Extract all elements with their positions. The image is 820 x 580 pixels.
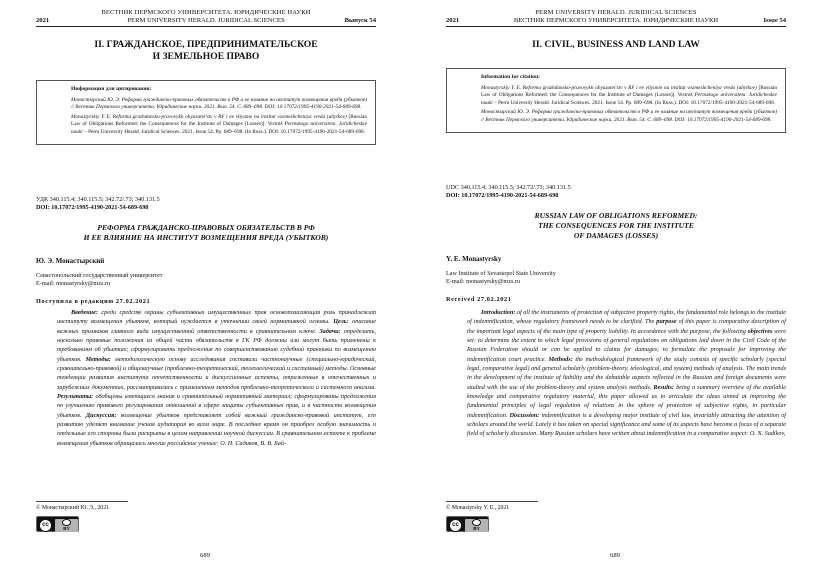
udc-code: UDC 340.115.4; 340.115.5; 342.72/.73; 340.131.5	[446, 184, 571, 191]
affiliation: Севастопольский государственный университет	[36, 272, 163, 279]
affiliation: Law Institute of Sevastopol State University	[446, 270, 556, 277]
page-right-english	[410, 0, 820, 580]
section-heading: II. CIVIL, BUSINESS AND LAND LAW	[532, 39, 700, 50]
abstract-keyword: Результаты:	[57, 393, 94, 401]
author-email[interactable]: E-mail: monastyrsky@mzs.ru	[446, 278, 521, 286]
page-number: 689	[200, 552, 210, 559]
header-rule	[446, 26, 786, 27]
citation-ru: Монастырский Ю. Э. Реформа гражданско-правовых обязательств в РФ и ее влияние на институт возмещения вреда (убытков) // Вестник Пермского университета. Юридические науки. 2021. Вып. 54. C. 689–698. DOI: 10.17072/1995-4190-2021-54-689-698.	[71, 96, 367, 111]
abstract-text: описание важных признаков главного вида имущественной ответственности в сравнительном ключе.	[57, 318, 377, 335]
running-header-year: 2021	[446, 17, 460, 24]
abstract-keyword: Methods:	[548, 355, 573, 363]
affiliation-block	[446, 270, 556, 286]
citation-ru: Монастырский Ю. Э. Реформа гражданско-правовых обязательств в РФ и ее влияние на институт возмещения вреда (убытков) // Вестник Пермского университета. Юридические науки. 2021. Вып. 54. C. 689–698. DOI: 10.17072/1995-4190-2021-54-689-698.	[481, 109, 777, 123]
udk-code: УДК 340.115.4; 340.115.5; 342.72/.73; 340.131.5	[36, 196, 160, 203]
citation-box	[446, 68, 786, 133]
author-email[interactable]: E-mail: monastyrsky@mzs.ru	[36, 280, 111, 288]
citation-en: Monastyrskiy Y. E. Reforma grazhdansko-pravovykh obyazatel'stv v RF i ee vliyanie na institut vozmeshcheniya vreda (ubytkov) [Russian Law of Obligations Reformed: the Consequences for the Institute of Damages (Losses)]. Vestnik Permskogo universiteta. Juridicheskie nauki – Perm University Herald. Juridical Sciences. 2021. Issue 54. Pp. 689–698. (In Russ.). DOI: 10.17072/1995-4190-2021-54-689-698.	[71, 113, 367, 135]
abstract-keyword: Задачи:	[319, 327, 341, 335]
author-name: Ю. Э. Монастырский	[36, 257, 105, 265]
citation-en: Monastyrskiy Y. E. Reforma grazhdansko-pravovykh obyazatel'stv v RF i ee vliyanie na institut vozmeshcheniya vreda (ubytkov) [Russian Law of Obligations Reformed: the Consequences for the Institute of Damages (Losses)]. Vestnik Permskogo universiteta. Juridicheskie nauki – Perm University Herald. Juridical Sciences. 2021. Issue 54. Pp. 689–698. (In Russ.). DOI: 10.17072/1995-4190-2021-54-689-698.	[481, 84, 777, 106]
cc-icon: cc	[39, 519, 52, 532]
abstract-text: of all the instruments of protection of subjective property rights, the fundamental role belongs to the institute of indemnification, whose regulatory framework needs to be clarified. The	[467, 309, 786, 326]
person-icon	[62, 519, 71, 526]
person-icon	[472, 519, 481, 526]
abstract-text: indemnification is a developing major institute of civil law, invariably attracting the attention of scholars around the world. Lately it has taken on special significance and some of its aspects have become a focus of a separate field of scholarly discussion. Many Russian scholars have written about indemnification in a comparative aspect: O. N. Sadikov,	[467, 411, 787, 438]
abstract-keyword: Введение:	[71, 309, 98, 316]
footnote-rule	[446, 501, 538, 502]
section-heading: II. ГРАЖДАНСКОЕ, ПРЕДПРИНИМАТЕЛЬСКОЕ И ЗЕМЕЛЬНОЕ ПРАВО	[94, 39, 318, 62]
abstract-text: обобщены имеющиеся знания и сравнительный нормативный материал; сформулированы предложения по улучшению правового регулирования отношений в сфере защиты субъективных прав, и в частности возмещения убытков.	[57, 393, 376, 419]
cc-by-license-badge[interactable]	[446, 516, 489, 532]
copyright-notice: © Monastyrsky Y. E., 2021	[446, 505, 510, 511]
abstract-text: being a summary overview of the available knowledge and comparative regulatory material, this paper allowed us to articulate the ideas aimed at improving the fundamental principles of legal regulation of relations in the sphere of protection of subjective rights, in particular indemnification.	[467, 383, 786, 419]
abstract-text: среди средств охраны субъективных имущественных прав основополагающая роль принадлежит институту возмещения убытков, который нуждается в уточнении своей нормативной основы.	[57, 309, 376, 326]
abstract	[57, 308, 376, 448]
by-label: BY	[473, 526, 480, 531]
abstract-keyword: purpose	[656, 318, 677, 326]
abstract-text: of this paper is comparative description of the important legal aspects of the main type of property liability. In accordance with the purpose, the following	[467, 318, 786, 335]
abstract-text: возмещение убытков представляет собой важный гражданско-правовой институт, его развитию уделяет внимание ученая аудитория во всем мире. В последнее время он приобрел особую значимость и отдельные его стороны были раскрыты в целом направлении научной дискуссии. В сравнительном аспекте к проблеме возмещения убытков обращались многие российские ученые: О. Н. Садиков, В. В. Бай-	[57, 411, 376, 447]
abstract-keyword: Introduction:	[481, 309, 516, 316]
abstract	[467, 308, 786, 439]
footnote-rule	[36, 501, 128, 502]
article-title: RUSSIAN LAW OF OBLIGATIONS REFORMED: THE CONSEQUENCES FOR THE INSTITUTE OF DAMAGES (LOSSES)	[534, 211, 698, 240]
citation-heading: Information for citation:	[481, 74, 540, 80]
abstract-text: определить, насколько правовые положения из общей части обязательств в ГК РФ должны или могут быть применены к требованиям об убытках; сформулировать предложения по совершенствованию судебной практики по возмещению убытков.	[57, 327, 376, 363]
running-header-year: 2021	[36, 17, 50, 24]
udc-block	[446, 184, 571, 199]
running-header-journal-en: PERM UNIVERSITY HERALD. JURIDICAL SCIENCES	[127, 17, 285, 24]
page-number: 689	[610, 552, 620, 559]
abstract-keyword: Discussion:	[509, 411, 540, 419]
udk-block	[36, 196, 160, 211]
citation-heading: Информация для цитирования:	[71, 86, 152, 92]
abstract-keyword: Цель:	[333, 318, 349, 326]
author-name: Y. E. Monastyrsky	[446, 255, 502, 263]
running-header-issue: Выпуск 54	[344, 17, 376, 24]
by-label: BY	[63, 526, 70, 531]
abstract-keyword: objectives	[747, 327, 773, 335]
abstract-keyword: Results:	[653, 383, 674, 391]
received-date: Received 27.02.2021	[446, 296, 512, 303]
running-header-journal-en: PERM UNIVERSITY HERALD. JURIDICAL SCIENCES	[535, 9, 697, 16]
running-header-journal-ru: ВЕСТНИК ПЕРМСКОГО УНИВЕРСИТЕТА. ЮРИДИЧЕСКИЕ НАУКИ	[513, 17, 719, 24]
cc-by-license-badge[interactable]	[36, 516, 79, 532]
cc-icon: cc	[449, 519, 462, 532]
doi[interactable]: DOI: 10.17072/1995-4190-2021-54-689-698	[446, 191, 559, 199]
running-header-issue: Issue 54	[763, 17, 786, 24]
abstract-text: методологическую основу исследования составили частнонаучные (специально-юридический, сравнительно-правовой) и общенаучные (проблемно-теоретический, телеологический и системный) методы. Основные тенденции развития института отчетственности и дискуссионные аспекты, отраженные в отечественных и зарубежных документах, рассматривались с применением методов проблемно-теоретического и системного анализа.	[57, 355, 376, 391]
affiliation-block	[36, 272, 163, 288]
received-date: Поступила в редакцию 27.02.2021	[36, 298, 151, 305]
running-header-journal-ru: ВЕСТНИК ПЕРМСКОГО УНИВЕРСИТЕТА. ЮРИДИЧЕСКИЕ НАУКИ	[101, 9, 311, 16]
doi[interactable]: DOI: 10.17072/1995-4190-2021-54-689-698	[36, 203, 149, 211]
abstract-keyword: Дискуссия:	[85, 411, 117, 419]
copyright-notice: © Монастырский Ю. Э., 2021	[36, 505, 110, 511]
header-rule	[36, 26, 376, 27]
abstract-keyword: Методы:	[85, 355, 111, 363]
abstract-text: were set: to determine the extent to which legal provisions of general regulations on obligations laid down in the Civil Code of the Russian Federation should or can be applied to claims for damages; to formulate the proposals for improving the indemnification court practice.	[467, 327, 786, 363]
citation-box	[36, 80, 376, 145]
article-title: РЕФОРМА ГРАЖДАНСКО-ПРАВОВЫХ ОБЯЗАТЕЛЬСТВ В РФ И ЕЕ ВЛИЯНИЕ НА ИНСТИТУТ ВОЗМЕЩЕНИЯ ВРЕДА (УБЫТКОВ)	[83, 223, 329, 242]
abstract-text: the methodological framework of the study consists of specific scholarly (special legal, comparative legal) and general scholarly (problem-theory, teleological, and system) methods of analysis. The main trends in the development of the institute of liability and the debatable aspects reflected in the Russian and foreign documents were studied with the use of the problem-theory and system analysis methods.	[467, 355, 787, 391]
